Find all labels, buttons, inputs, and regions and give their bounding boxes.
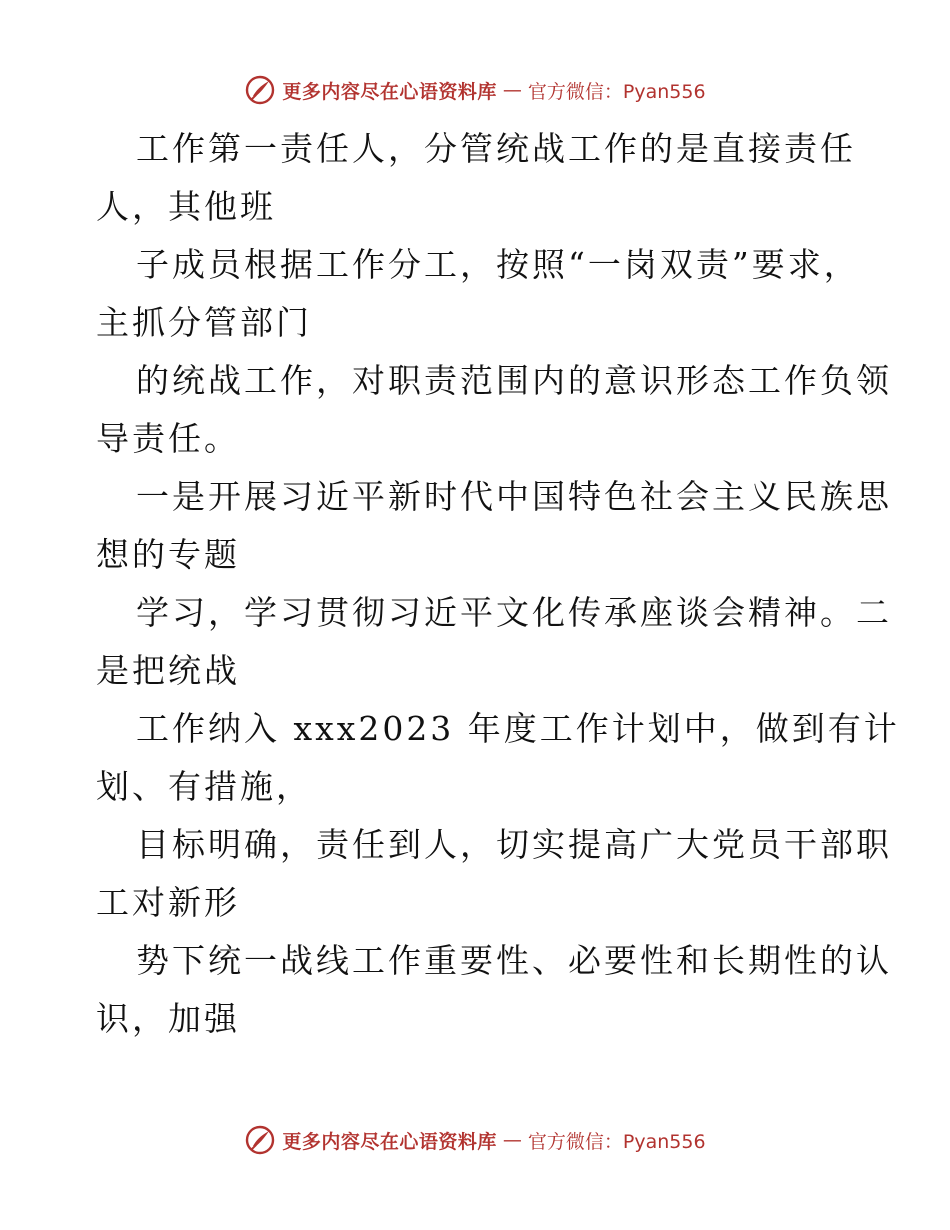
paragraph-line: 想的专题 [96,535,240,574]
paragraph-line: 是把统战 [96,651,240,690]
paragraph-line: 导责任。 [96,419,240,458]
watermark-contact-text: 官方微信：Pyan556 [527,80,706,103]
paragraph-line: 子成员根据工作分工，按照“一岗双责”要求， [136,245,860,284]
paragraph-line: 工作纳入 xxx2023 年度工作计划中，做到有计 [136,709,900,748]
paragraph-line: 学习，学习贯彻习近平文化传承座谈会精神。二 [136,593,892,632]
quill-logo-icon [244,1124,276,1156]
document-body [96,120,900,1048]
paragraph-line: 工对新形 [96,883,240,922]
watermark-separator: — [502,1129,522,1151]
paragraph-line: 工作第一责任人，分管统战工作的是直接责任 [136,129,856,168]
paragraph-line: 目标明确，责任到人，切实提高广大党员干部职 [136,825,892,864]
paragraph-line: 人，其他班 [96,187,276,226]
quill-logo-icon [244,74,276,106]
watermark-separator: — [502,79,522,101]
paragraph-line: 主抓分管部门 [96,303,312,342]
paragraph-line: 势下统一战线工作重要性、必要性和长期性的认 [136,941,892,980]
watermark-footer [0,1122,950,1158]
paragraph-line: 划、有措施， [96,767,312,806]
watermark-site-text: 更多内容尽在心语资料库 [282,80,497,103]
paragraph-line: 的统战工作，对职责范围内的意识形态工作负领 [136,361,892,400]
watermark-contact-text: 官方微信：Pyan556 [527,1130,706,1153]
watermark-header [0,72,950,108]
watermark-site-text: 更多内容尽在心语资料库 [282,1130,497,1153]
paragraph-line: 一是开展习近平新时代中国特色社会主义民族思 [136,477,892,516]
paragraph-line: 识，加强 [96,999,240,1038]
